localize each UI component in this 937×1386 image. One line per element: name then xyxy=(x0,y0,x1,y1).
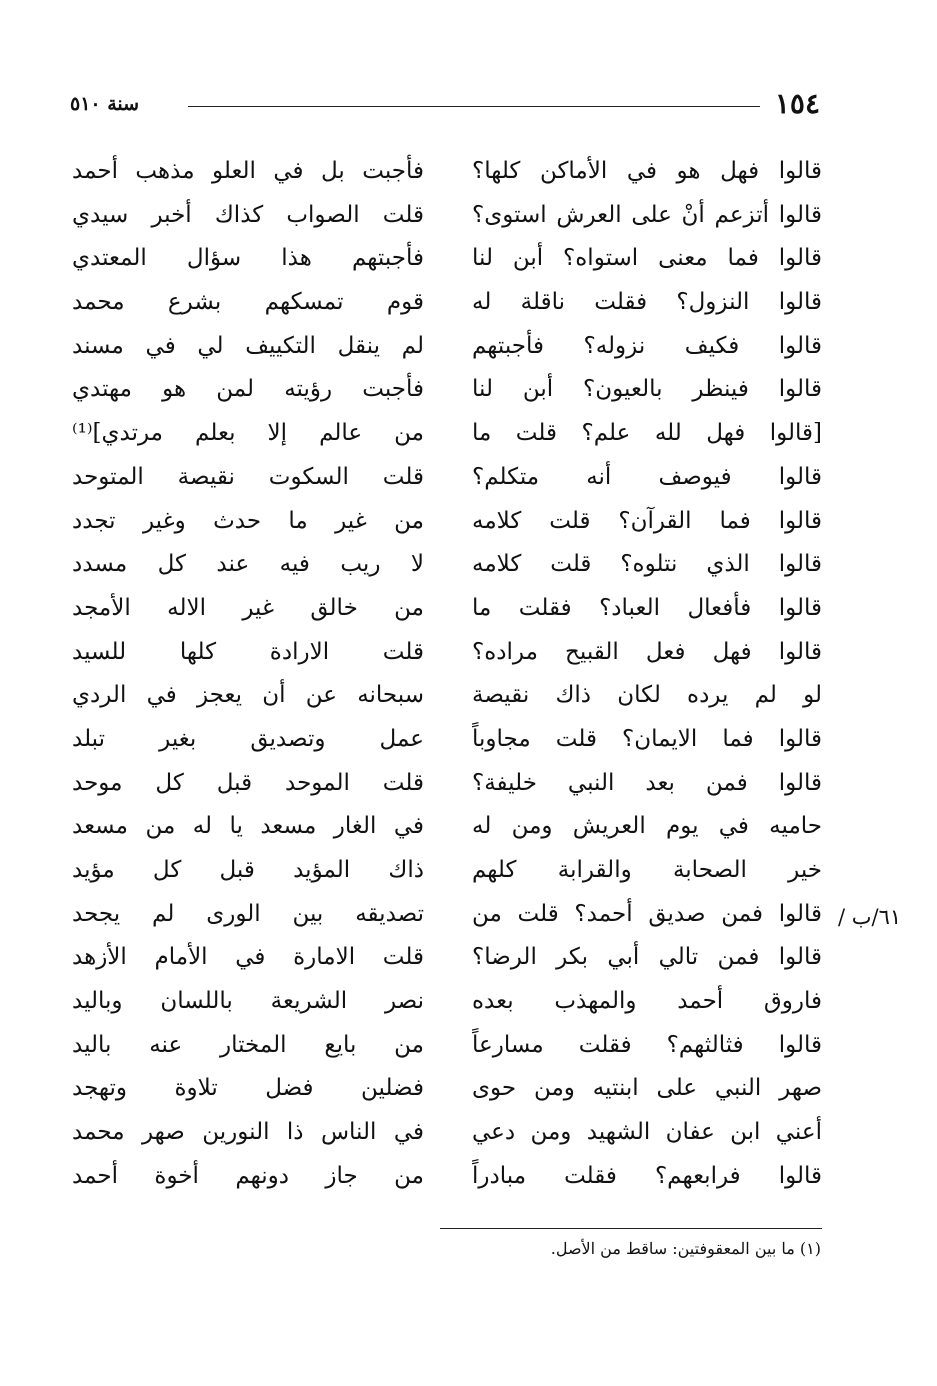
verse-line: نصر الشريعة باللسان وباليد xyxy=(72,988,424,1015)
verse-line: قالوا فمن بعد النبي خليفة؟ xyxy=(472,769,822,796)
verse-line: قلت الامارة في الأمام الأزهد xyxy=(72,944,424,971)
verse-line: من غير ما حدث وغير تجدد xyxy=(72,507,424,534)
verse-line: من عالم إلا بعلم مرتدي]⁽¹⁾ xyxy=(72,420,424,447)
verse-line: فضلين فضل تلاوة وتهجد xyxy=(72,1075,424,1102)
verse-line: قالوا النزول؟ فقلت ناقلة له xyxy=(472,289,822,316)
verse-line: من خالق غير الاله الأمجد xyxy=(72,594,424,621)
footnote-rule xyxy=(440,1228,822,1229)
verse-line: لو لم يرده لكان ذاك نقيصة xyxy=(472,682,822,709)
header-rule xyxy=(188,106,760,107)
verse-line: قلت السكوت نقيصة المتوحد xyxy=(72,463,424,490)
verse-line: قالوا فهل فعل القبيح مراده؟ xyxy=(472,638,822,665)
verse-line: قالوا فما الايمان؟ قلت مجاوباً xyxy=(472,725,822,752)
verse-line: تصديقه بين الورى لم يجحد xyxy=(72,900,424,927)
verse-line: في الغار مسعد يا له من مسعد xyxy=(72,813,424,840)
verse-line: لا ريب فيه عند كل مسدد xyxy=(72,551,424,578)
verse-line: فأجبتهم هذا سؤال المعتدي xyxy=(72,245,424,272)
verse-line: قالوا فمن تالي أبي بكر الرضا؟ xyxy=(472,944,822,971)
verse-line: من بايع المختار عنه باليد xyxy=(72,1031,424,1058)
verse-line: قالوا فما القرآن؟ قلت كلامه xyxy=(472,507,822,534)
verse-line: فأجبت رؤيته لمن هو مهتدي xyxy=(72,376,424,403)
verse-line: فأجبت بل في العلو مذهب أحمد xyxy=(72,158,424,184)
verse-line: خير الصحابة والقرابة كلهم xyxy=(472,857,822,883)
verse-line: صهر النبي على ابنتيه ومن حوى xyxy=(472,1075,822,1102)
verse-line: قلت الموحد قبل كل موحد xyxy=(72,769,424,796)
page-number: ١٥٤ xyxy=(774,87,820,120)
verse-line: قالوا فكيف نزوله؟ فأجبتهم xyxy=(472,332,822,359)
verse-line: قوم تمسكهم بشرع محمد xyxy=(72,289,424,316)
verse-line: سبحانه عن أن يعجز في الردي xyxy=(72,682,424,709)
verse-line: أعني ابن عفان الشهيد ومن دعي xyxy=(472,1119,822,1146)
running-head-year: سنة ٥١٠ xyxy=(70,93,140,115)
verse-line: قالوا فثالثهم؟ فقلت مسارعاً xyxy=(472,1031,822,1058)
verse-line: [قالوا فهل لله علم؟ قلت ما xyxy=(472,420,822,447)
page-header xyxy=(70,84,820,124)
verse-line: حاميه في يوم العريش ومن له xyxy=(472,813,822,840)
verse-line: قالوا فأفعال العباد؟ فقلت ما xyxy=(472,594,822,621)
verse-line: قالوا أتزعم أنْ على العرش استوى؟ xyxy=(472,201,822,228)
verse-line: قالوا الذي نتلوه؟ قلت كلامه xyxy=(472,551,822,578)
manuscript-folio-note: ٦١/ب / xyxy=(838,905,902,929)
verse-line: قالوا فما معنى استواه؟ أبن لنا xyxy=(472,245,822,272)
verse-line: قالوا فهل هو في الأماكن كلها؟ xyxy=(472,158,822,184)
verse-line: ذاك المؤيد قبل كل مؤيد xyxy=(72,857,424,883)
footnote: (١) ما بين المعقوفتين: ساقط من الأصل. xyxy=(550,1239,821,1258)
verse-line: في الناس ذا النورين صهر محمد xyxy=(72,1119,424,1146)
verse-line: عمل وتصديق بغير تبلد xyxy=(72,725,424,752)
verse-line: قلت الصواب كذاك أخبر سيدي xyxy=(72,201,424,228)
verse-line: قالوا فيوصف أنه متكلم؟ xyxy=(472,463,822,490)
verse-line: قالوا فينظر بالعيون؟ أبن لنا xyxy=(472,376,822,403)
verse-line: لم ينقل التكييف لي في مسند xyxy=(72,332,424,359)
poem-right-column xyxy=(472,150,822,1200)
verse-line: قلت الارادة كلها للسيد xyxy=(72,638,424,665)
verse-line: قالوا فمن صديق أحمد؟ قلت من xyxy=(472,900,822,927)
poem-left-column xyxy=(72,150,424,1200)
verse-line: فاروق أحمد والمهذب بعده xyxy=(472,988,822,1015)
verse-line: قالوا فرابعهم؟ فقلت مبادراً xyxy=(472,1162,822,1189)
verse-line: من جاز دونهم أخوة أحمد xyxy=(72,1162,424,1189)
